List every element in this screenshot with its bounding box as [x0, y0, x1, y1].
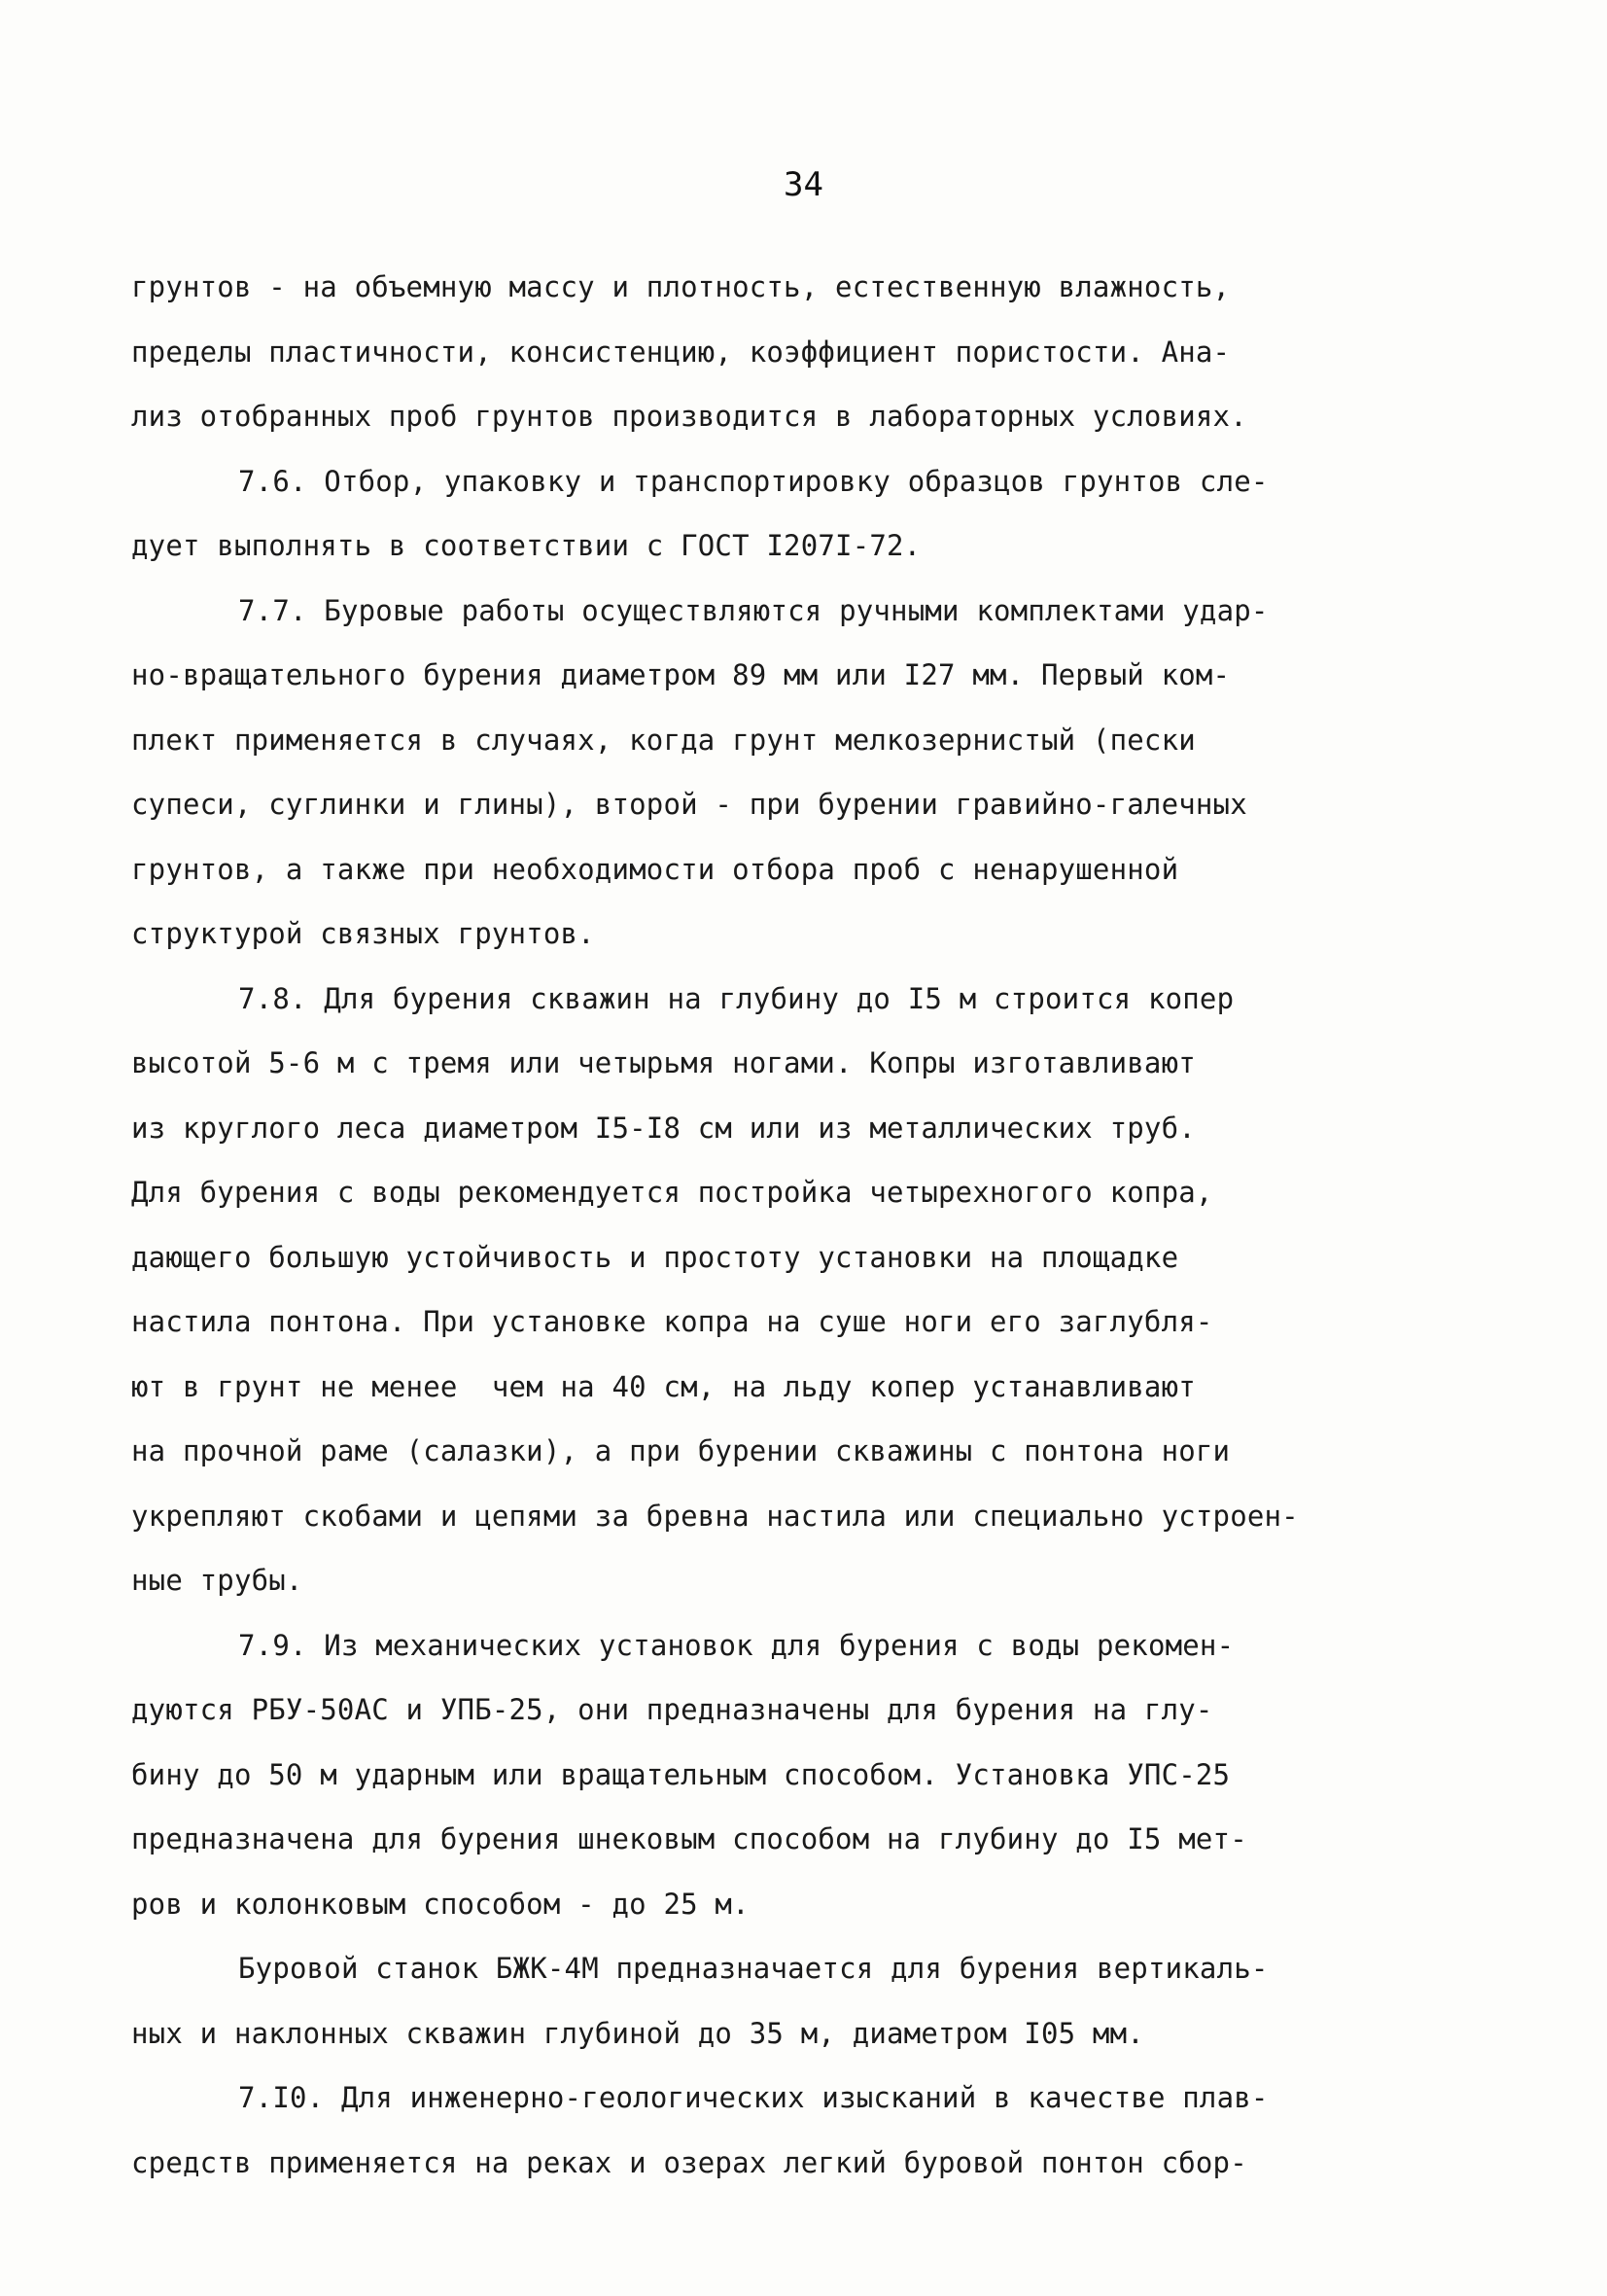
text-line: ные трубы. — [131, 1564, 303, 1597]
paragraph-start-7-8: 7.8. Для бурения скважин на глубину до I5 м строится копер — [238, 981, 1235, 1015]
paragraph-start-bzhk: Буровой станок БЖК-4М предназначается для бурения вертикаль- — [238, 1952, 1269, 1985]
text-line: укрепляют скобами и цепями за бревна настила или специально устроен- — [131, 1499, 1299, 1533]
paragraph-start-7-9: 7.9. Из механических установок для бурения с воды рекомен- — [238, 1628, 1235, 1662]
text-line: бину до 50 м ударным или вращательным способом. Установка УПС-25 — [131, 1757, 1231, 1791]
text-line: ных и наклонных скважин глубиной до 35 м, диаметром I05 мм. — [131, 2016, 1144, 2050]
text-line: структурой связных грунтов. — [131, 917, 595, 950]
paragraph-start-7-10: 7.I0. Для инженерно-геологических изысканий в качестве плав- — [238, 2081, 1269, 2114]
text-line: дуются РБУ-50АС и УПБ-25, они предназначены для бурения на глу- — [131, 1693, 1213, 1726]
body-text — [131, 255, 1492, 2195]
text-line: плект применяется в случаях, когда грунт мелкозернистый (пески — [131, 723, 1196, 757]
text-line: супеси, суглинки и глины), второй - при бурении гравийно-галечных — [131, 788, 1247, 821]
text-line: грунтов - на объемную массу и плотность, естественную влажность, — [131, 270, 1231, 303]
text-line: высотой 5-6 м с тремя или четырьмя ногами. Копры изготавливают — [131, 1046, 1196, 1079]
text-line: дует выполнять в соответствии с ГОСТ I207I-72. — [131, 529, 922, 562]
text-line: дающего большую устойчивость и простоту установки на площадке — [131, 1240, 1179, 1274]
text-line: грунтов, а также при необходимости отбора проб с ненарушенной — [131, 852, 1179, 886]
text-line: ров и колонковым способом - до 25 м. — [131, 1887, 750, 1921]
text-line: средств применяется на реках и озерах легкий буровой понтон сбор- — [131, 2145, 1247, 2179]
text-line: Для бурения с воды рекомендуется постройка четырехногого копра, — [131, 1176, 1213, 1209]
text-line: на прочной раме (салазки), а при бурении скважины с понтона ноги — [131, 1434, 1231, 1467]
paragraph-start-7-7: 7.7. Буровые работы осуществляются ручными комплектами удар- — [238, 593, 1269, 627]
text-line: лиз отобранных проб грунтов производится в лабораторных условиях. — [131, 400, 1247, 433]
text-line: пределы пластичности, консистенцию, коэффициент пористости. Ана- — [131, 335, 1231, 369]
text-line: настила понтона. При установке копра на суше ноги его заглубля- — [131, 1305, 1213, 1338]
page-number: 34 — [784, 165, 823, 204]
text-line: предназначена для бурения шнековым способом на глубину до I5 мет- — [131, 1822, 1247, 1855]
text-line: ют в грунт не менее чем на 40 см, на льду копер устанавливают — [131, 1369, 1196, 1403]
paragraph-start-7-6: 7.6. Отбор, упаковку и транспортировку образцов грунтов сле- — [238, 464, 1269, 498]
text-line: из круглого леса диаметром I5-I8 см или из металлических труб. — [131, 1111, 1196, 1145]
text-line: но-вращательного бурения диаметром 89 мм или I27 мм. Первый ком- — [131, 658, 1231, 691]
